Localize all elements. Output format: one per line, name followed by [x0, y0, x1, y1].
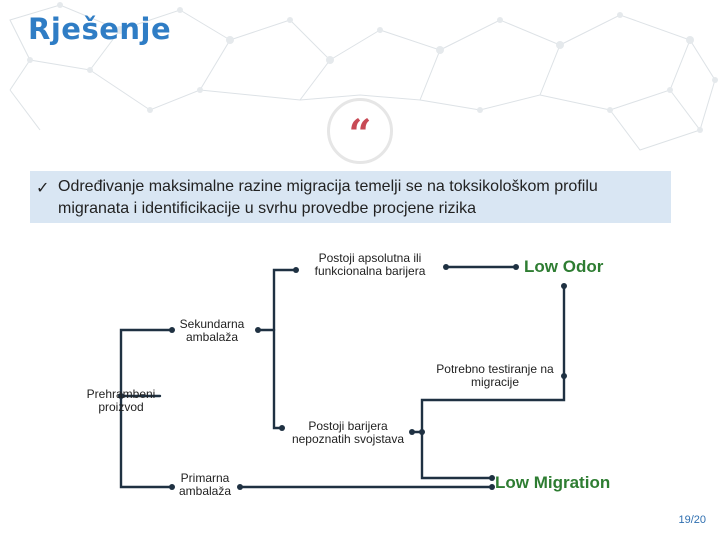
page-number: 19/20: [678, 514, 706, 526]
node-unknown-barrier: Postoji barijera nepoznatih svojstava: [291, 419, 405, 446]
outcome-low-migration: Low Migration: [495, 473, 611, 492]
node-testing-needed: Potrebno testiranje na migracije: [436, 362, 554, 389]
node-secondary-packaging: Sekundarna ambalaža: [179, 317, 245, 344]
checkmark-icon: ✓: [36, 180, 50, 197]
node-primary-packaging: Primarna ambalaža: [178, 471, 232, 498]
node-absolute-barrier: Postoji apsolutna ili funkcionalna barijera: [314, 251, 426, 278]
outcome-low-odor: Low Odor: [524, 257, 604, 276]
statement-text: Određivanje maksimalne razine migracija temelji se na toksikološkom profilu migranata i identificikacije u svrhu provedbe procjene rizika: [58, 178, 598, 217]
slide-title: Rješenje: [28, 12, 172, 46]
connector-to-absolute-barrier: [274, 270, 296, 330]
connector-testing-to-low-migration: [422, 376, 564, 478]
quote-icon: “: [348, 111, 372, 158]
connector-to-unknown-barrier: [274, 330, 282, 428]
node-food-product: Prehrambeni proizvod: [86, 387, 156, 414]
